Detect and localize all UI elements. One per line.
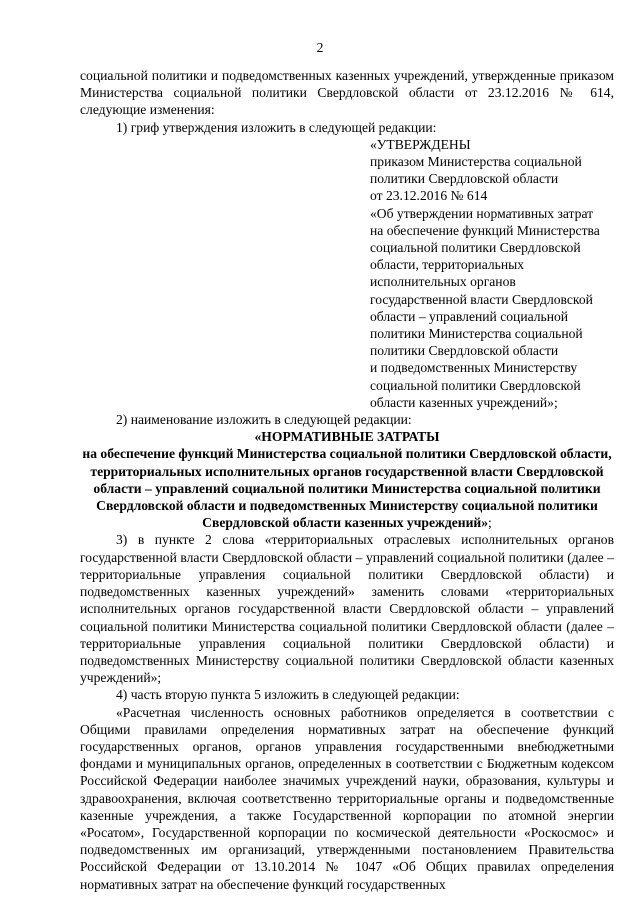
title-body-text: на обеспечение функций Министерства социальной политики Свердловской области, территориальных исполнительных органов государственной власти Свердловской области – управлений социальной политики Министерства социальной политики Свердловской области и подведомственных Министерству социальной политики Свердловской области казенных учреждений» <box>82 446 612 531</box>
stamp-line: исполнительных органов <box>370 274 516 290</box>
stamp-line: государственной власти Свердловской <box>370 291 593 307</box>
title-heading: «НОРМАТИВНЫЕ ЗАТРАТЫ <box>254 429 440 445</box>
item-1: 1) гриф утверждения изложить в следующей редакции: <box>116 119 437 135</box>
stamp-line: и подведомственных Министерству <box>370 360 578 376</box>
quote-paragraph: «Расчетная численность основных работников определяется в соответствии с Общими правилами определения нормативных затрат на обеспечение функций государственных органов, органов управления государственными внебюджетными фондами и муниципальных органов, определенных в соответствии с Бюджетным кодексом Российской Федерации наиболее значимых учреждений науки, образования, культуры и здравоохранения, включая соответственно территориальные органы и подведомственные казенные учреждения, а также Государственной корпорации по атомной энергии «Росатом», Государственной корпорации по космической деятельности «Роскосмос» и подведомственных им организаций, утвержденными постановлением Правительства Российской Федерации от 13.10.2014 № 1047 «Об Общих правилах определения нормативных затрат на обеспечение функций государственных <box>80 704 614 892</box>
stamp-line: социальной политики Свердловской <box>370 240 581 256</box>
stamp-line: области, территориальных <box>370 257 525 273</box>
intro-paragraph: социальной политики и подведомственных казенных учреждений, утвержденные приказом Министерства социальной политики Свердловской области от 23.12.2016 № 614, следующие изменения: <box>80 68 614 118</box>
title-tail: ; <box>488 515 492 531</box>
stamp-line: области казенных учреждений»; <box>370 394 558 410</box>
item-3: 3) в пункте 2 слова «территориальных отраслевых исполнительных органов государственной власти Свердловской области – управлений социальной политики (далее – территориальные управления социальной политики Свердловской области) и подведомственных казенных учреждений» заменить словами «территориальных исполнительных органов государственной власти Свердловской области – управлений социальной политики Министерства социальной политики Свердловской области (далее – территориальные управления социальной политики Свердловской области) и подведомственных Министерству социальной политики Свердловской области казенных учреждений»; <box>80 532 614 686</box>
item-4: 4) часть вторую пункта 5 изложить в следующей редакции: <box>116 687 460 703</box>
stamp-line: «Об утверждении нормативных затрат <box>370 205 594 221</box>
stamp-line: социальной политики Свердловской <box>370 377 581 393</box>
stamp-line: политики Свердловской области <box>370 171 559 187</box>
document-body <box>80 67 614 893</box>
approval-stamp <box>370 136 614 411</box>
stamp-line: приказом Министерства социальной <box>370 154 582 170</box>
stamp-line: на обеспечение функций Министерства <box>370 222 600 238</box>
title-body <box>80 445 614 531</box>
page-number: 2 <box>316 40 324 55</box>
stamp-line: политики Свердловской области <box>370 343 559 359</box>
stamp-line: области – управлений социальной <box>370 308 569 324</box>
item-2: 2) наименование изложить в следующей редакции: <box>116 412 412 428</box>
stamp-line: от 23.12.2016 № 614 <box>370 188 488 204</box>
stamp-line: политики Министерства социальной <box>370 326 583 342</box>
stamp-line: «УТВЕРЖДЕНЫ <box>370 136 471 152</box>
